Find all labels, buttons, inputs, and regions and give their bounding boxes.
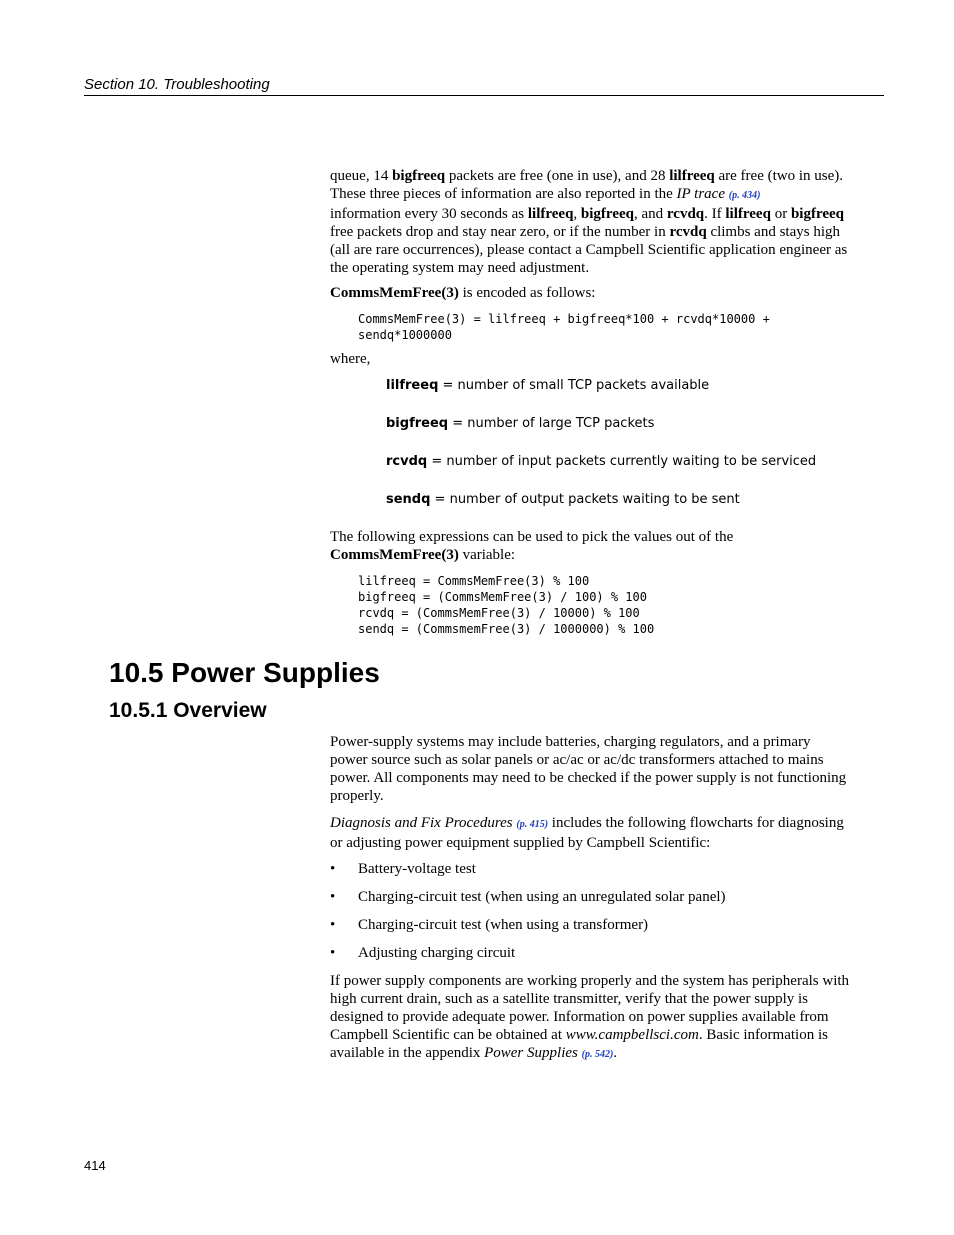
paragraph-where xyxy=(330,350,850,368)
text: queue, 14 xyxy=(330,168,393,184)
xref-title-ip-trace: IP trace xyxy=(676,186,725,202)
page-number: 414 xyxy=(84,1158,106,1173)
term-bigfreeq: bigfreeq xyxy=(580,206,634,222)
heading-power-supplies: 10.5 Power Supplies xyxy=(109,657,380,688)
term-lilfreeq: lilfreeq xyxy=(527,206,574,222)
paragraph-peripherals xyxy=(330,972,850,1064)
bullet-icon: • xyxy=(330,889,336,905)
text: , and xyxy=(633,206,667,222)
def-term: rcvdq xyxy=(386,454,428,469)
definition-bigfreeq xyxy=(386,415,886,433)
text: packets are free (one in use), and 28 xyxy=(445,168,670,184)
code-block-expressions: lilfreeq = CommsMemFree(3) % 100 bigfreeq = (CommsMemFree(3) / 100) % 100 rcvdq = (CommsMemFree(3) / 10000) % 100 sendq = (CommsmemFree(3) / 1000000) % 100 xyxy=(358,574,655,636)
text: If power supply components are working properly and the system has peripherals with high current drain, such as a satellite transmitter, verify that the power supply is designed to provide adequate power. Information on power supplies available from Campbell Scientific can be obtained at xyxy=(330,973,850,1043)
text: is encoded as follows: xyxy=(458,285,596,301)
term-commsmemfree: CommsMemFree(3) xyxy=(330,547,459,563)
list-item-text: Adjusting charging circuit xyxy=(358,945,516,961)
paragraph-overview xyxy=(330,733,850,805)
xref-link-power-supplies[interactable]: (p. 542) xyxy=(581,1049,614,1060)
website-url: www.campbellsci.com xyxy=(565,1027,699,1043)
list-item xyxy=(330,888,850,916)
bullet-list xyxy=(330,860,850,972)
text: or xyxy=(770,206,791,222)
list-item-text: Charging-circuit test (when using an unregulated solar panel) xyxy=(358,889,726,905)
definition-rcvdq xyxy=(386,453,886,471)
xref-title-diagnosis: Diagnosis and Fix Procedures xyxy=(330,815,513,831)
bullet-icon: • xyxy=(330,945,336,961)
text: information every 30 seconds as xyxy=(330,206,528,222)
bullet-icon: • xyxy=(330,861,336,877)
bullet-icon: • xyxy=(330,917,336,933)
def-desc: = number of output packets waiting to be sent xyxy=(430,492,740,507)
xref-link-ip-trace[interactable]: (p. 434) xyxy=(728,190,761,201)
paragraph-flowcharts xyxy=(330,814,850,852)
text: The following expressions can be used to pick the values out of the xyxy=(330,529,734,545)
list-item-text: Charging-circuit test (when using a transformer) xyxy=(358,917,649,933)
definition-lilfreeq xyxy=(386,377,886,395)
term-rcvdq: rcvdq xyxy=(669,224,707,240)
heading-overview: 10.5.1 Overview xyxy=(109,699,267,722)
list-item xyxy=(330,860,850,888)
term-lilfreeq: lilfreeq xyxy=(669,168,715,184)
term-bigfreeq: bigfreeq xyxy=(790,206,844,222)
text: variable: xyxy=(458,547,516,563)
term-bigfreeq: bigfreeq xyxy=(392,168,446,184)
paragraph-expressions xyxy=(330,528,850,564)
def-term: bigfreeq xyxy=(386,416,449,431)
term-commsmemfree: CommsMemFree(3) xyxy=(330,285,459,301)
text: . Basic information is available in the appendix xyxy=(330,1027,828,1061)
def-desc: = number of input packets currently waiting to be serviced xyxy=(427,454,817,469)
text: Power-supply systems may include batteries, charging regulators, and a primary power source such as solar panels or ac/ac or ac/dc transformers attached to mains power. All components may need to be checked if the power supply is not functioning properly. xyxy=(330,734,847,804)
text: . xyxy=(613,1045,618,1061)
xref-title-power-supplies: Power Supplies xyxy=(484,1045,578,1061)
def-desc: = number of small TCP packets available xyxy=(438,378,710,393)
list-item-text: Battery-voltage test xyxy=(358,861,476,877)
text: . If xyxy=(704,206,726,222)
term-rcvdq: rcvdq xyxy=(666,206,705,222)
text: climbs and stays high (all are rare occurrences), please contact a Campbell Scientific application engineer as the operating system may need adjustment. xyxy=(330,224,848,276)
code-block-encoding: CommsMemFree(3) = lilfreeq + bigfreeq*100 + rcvdq*10000 + sendq*1000000 xyxy=(358,312,770,342)
def-term: sendq xyxy=(386,492,431,507)
text: free packets drop and stay near zero, or if the number in xyxy=(330,224,670,240)
def-desc: = number of large TCP packets xyxy=(448,416,655,431)
text: , xyxy=(573,206,581,222)
text: are free (two in use). These three pieces of information are also reported in the xyxy=(330,168,844,202)
def-term: lilfreeq xyxy=(386,378,439,393)
list-item xyxy=(330,944,850,972)
definition-sendq xyxy=(386,491,886,509)
xref-link-diagnosis[interactable]: (p. 415) xyxy=(516,819,549,830)
text: where, xyxy=(330,351,371,367)
term-lilfreeq: lilfreeq xyxy=(725,206,771,222)
paragraph-queue-info xyxy=(330,167,850,277)
paragraph-encoding xyxy=(330,284,850,302)
text: includes the following flowcharts for diagnosing or adjusting power equipment supplied by Campbell Scientific: xyxy=(330,815,844,851)
list-item xyxy=(330,916,850,944)
running-header: Section 10. Troubleshooting xyxy=(84,76,884,96)
